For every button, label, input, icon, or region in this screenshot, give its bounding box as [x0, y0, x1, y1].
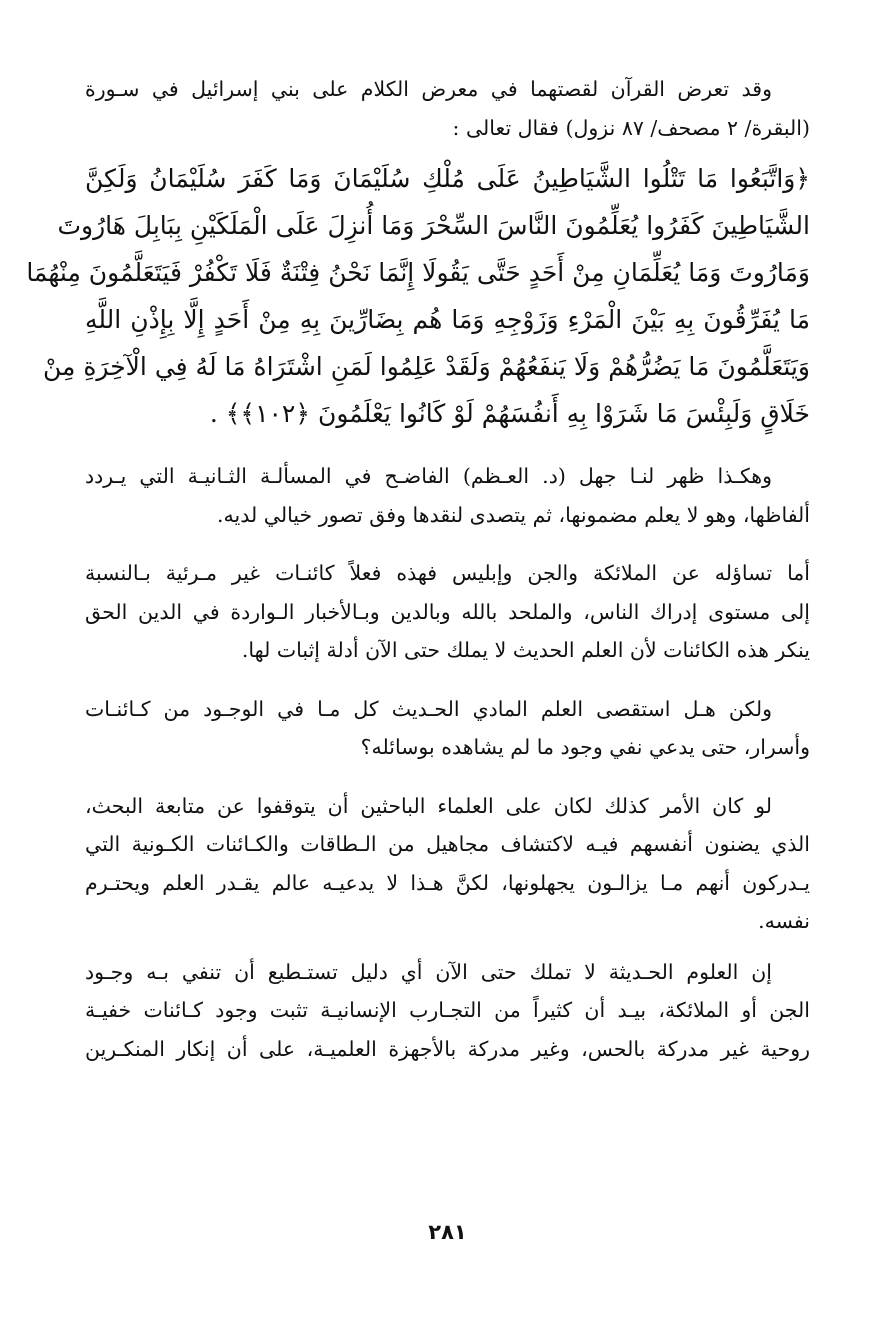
text-line: (البقرة/ ٢ مصحف/ ٨٧ نزول) فقال تعالى : [452, 115, 810, 140]
quran-verse-block [26, 155, 810, 437]
verse-line: خَلَاقٍ وَلَبِئْسَ مَا شَرَوْا بِهِ أَنفُسَهُمْ لَوْ كَانُوا يَعْلَمُونَ ﴿١٠٢﴾﴾ . [209, 399, 810, 428]
text-line: وأسرار، حتى يدعي نفي وجود ما لم يشاهده بوسائله؟ [360, 735, 810, 759]
verse-line: ﴿وَاتَّبَعُوا مَا تَتْلُوا الشَّيَاطِينُ عَلَى مُلْكِ سُلَيْمَانَ وَمَا كَفَرَ سُلَيْمَانُ وَلَكِنَّ [85, 164, 810, 193]
text-line: روحية غير مدركة بالحس، وغير مدركة بالأجهزة العلميـة، على أن إنكار المنكـرين [85, 1036, 810, 1061]
verse-line: الشَّيَاطِينَ كَفَرُوا يُعَلِّمُونَ النَّاسَ السِّحْرَ وَمَا أُنزِلَ عَلَى الْمَلَكَيْنِ بِبَابِلَ هَارُوتَ [57, 211, 810, 240]
text-line: ولكن هـل استقصى العلم المادي الحـديث كل مـا في الوجـود من كـائنـات [85, 696, 772, 721]
page-number: ٢٨١ [428, 1220, 467, 1244]
paragraph-4 [85, 690, 810, 767]
verse-line: وَيَتَعَلَّمُونَ مَا يَضُرُّهُمْ وَلَا يَنفَعُهُمْ وَلَقَدْ عَلِمُوا لَمَنِ اشْتَرَاهُ مَا لَهُ فِي الْآخِرَةِ مِنْ [42, 352, 810, 381]
text-line: ألفاظها، وهو لا يعلم مضمونها، ثم يتصدى لنقدها وفق تصور خيالي لديه. [217, 502, 810, 527]
text-line: وقد تعرض القرآن لقصتهما في معرض الكلام على بني إسرائيل في سـورة [85, 77, 772, 101]
paragraph-intro [85, 70, 810, 147]
text-line: أما تساؤله عن الملائكة والجن وإبليس فهذه فعلاً كائنـات غير مـرئية بـالنسبة [85, 561, 810, 585]
paragraph-6 [85, 953, 810, 1069]
text-line: وهكـذا ظهر لنـا جهل (د. العـظم) الفاضـح في المسألـة الثـانيـة التي يـردد [85, 464, 772, 488]
paragraph-5 [85, 787, 810, 941]
verse-line: وَمَارُوتَ وَمَا يُعَلِّمَانِ مِنْ أَحَدٍ حَتَّى يَقُولَا إِنَّمَا نَحْنُ فِتْنَةٌ فَلَا تَكْفُرْ فَيَتَعَلَّمُونَ مِنْهُمَا [26, 258, 810, 287]
text-line: يـدركون أنهم مـا يزالـون يجهلونها، لكنَّ هـذا لا يدعيـه عالم يقـدر العلم ويحتـرم [85, 870, 810, 895]
text-line: إن العلوم الحـديثة لا تملك حتى الآن أي دليل تستـطيع أن تنفي بـه وجـود [85, 959, 772, 984]
paragraph-2 [85, 457, 810, 534]
text-line: الجن أو الملائكة، بيـد أن كثيراً من التجـارب الإنسانيـة تثبت وجود كـائنات خفيـة [85, 998, 810, 1022]
text-line: نفسه. [758, 909, 810, 933]
paragraph-3 [85, 554, 810, 670]
page-body [26, 70, 810, 1068]
text-line: الذي يضنون أنفسهم فيـه لاكتشاف مجاهيل من الـطاقات والكـائنات الكـونية التي [85, 832, 810, 856]
verse-line: مَا يُفَرِّقُونَ بِهِ بَيْنَ الْمَرْءِ وَزَوْجِهِ وَمَا هُم بِضَارِّينَ بِهِ مِنْ أَحَدٍ إِلَّا بِإِذْنِ اللَّهِ [85, 305, 810, 334]
text-line: إلى مستوى إدراك الناس، والملحد بالله وبالدين وبـالأخبار الـواردة في الدين الحق [85, 599, 810, 624]
text-line: ينكر هذه الكائنات لأن العلم الحديث لا يملك حتى الآن أدلة إثبات لها. [241, 638, 810, 662]
text-line: لو كان الأمر كذلك لكان على العلماء الباحثين أن يتوقفوا عن متابعة البحث، [85, 793, 772, 818]
